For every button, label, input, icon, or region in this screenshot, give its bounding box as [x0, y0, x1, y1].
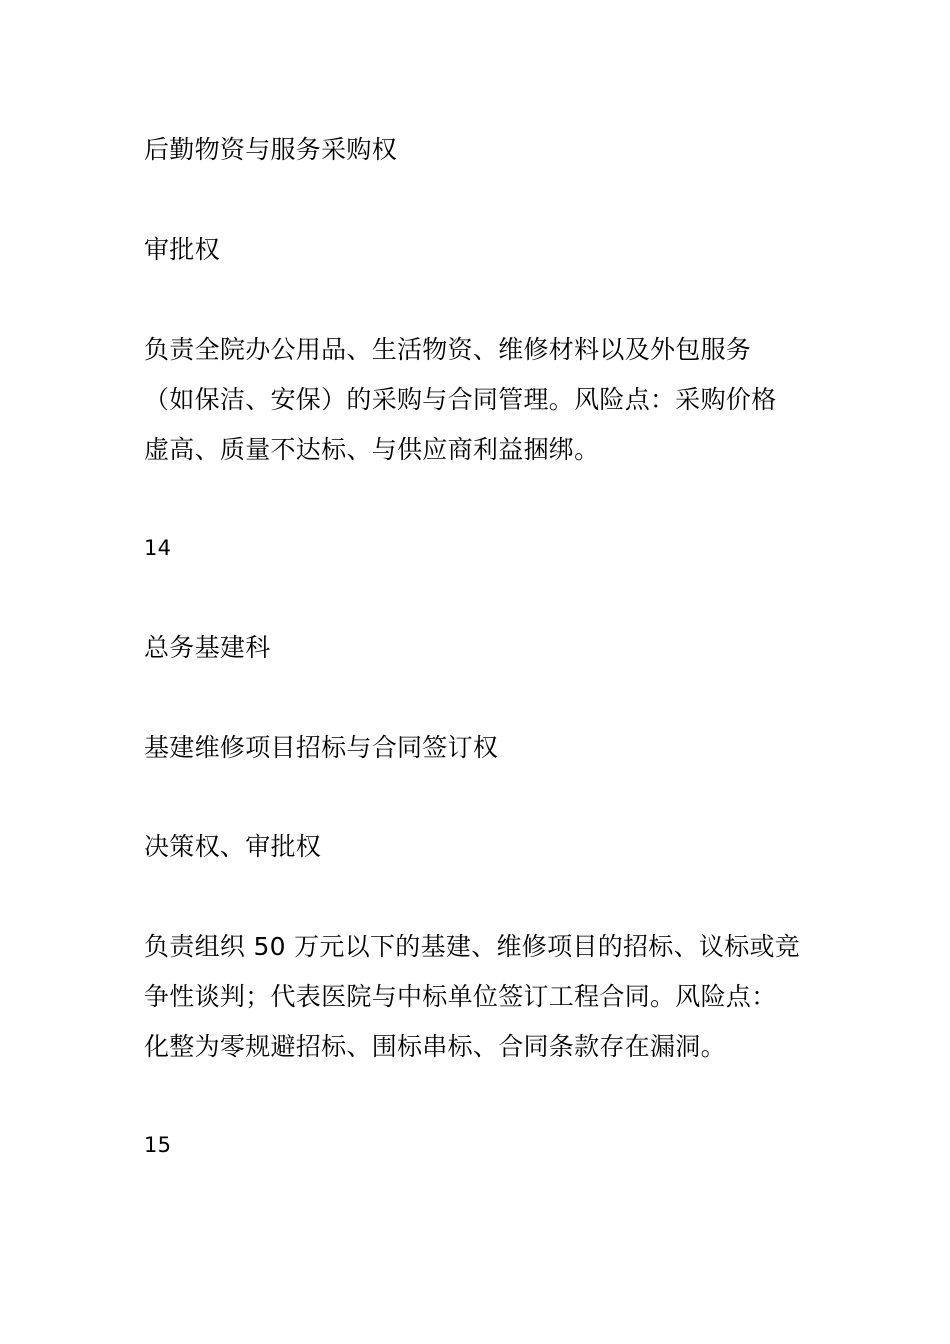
description-line: （如保洁、安保）的采购与合同管理。风险点：采购价格	[144, 385, 777, 414]
row-number: 15	[144, 1133, 172, 1157]
department-name: 总务基建科	[144, 633, 271, 662]
power-item-type: 决策权、审批权	[144, 832, 322, 861]
power-item-type: 审批权	[144, 235, 220, 264]
row-number: 14	[144, 536, 172, 560]
power-item-description	[144, 325, 824, 475]
power-item-name: 基建维修项目招标与合同签订权	[144, 733, 499, 762]
description-line: 化整为零规避招标、围标串标、合同条款存在漏洞。	[144, 1032, 726, 1061]
description-line: 虚高、质量不达标、与供应商利益捆绑。	[144, 435, 600, 464]
description-line: 争性谈判；代表医院与中标单位签订工程合同。风险点：	[144, 982, 777, 1011]
power-item-name: 后勤物资与服务采购权	[144, 135, 398, 164]
description-line: 负责组织 50 万元以下的基建、维修项目的招标、议标或竞	[144, 932, 801, 961]
description-line: 负责全院办公用品、生活物资、维修材料以及外包服务	[144, 335, 752, 364]
power-item-description	[144, 922, 824, 1072]
